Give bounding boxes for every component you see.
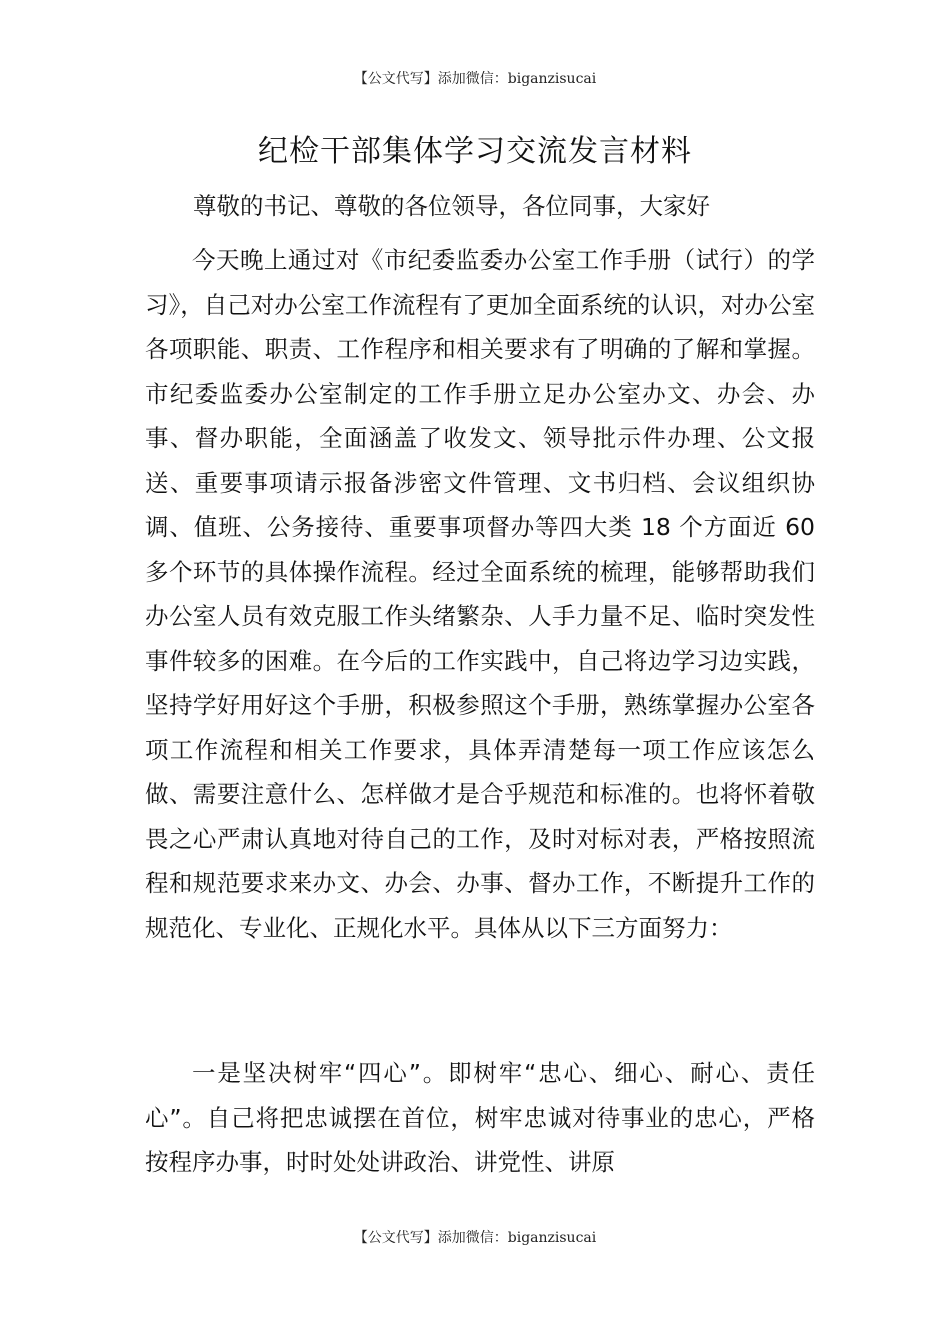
body-paragraph-2-container — [145, 1051, 815, 1185]
body-paragraph-1-container — [145, 238, 815, 950]
body-paragraph: 一是坚决树牢“四心”。即树牢“忠心、细心、耐心、责任心”。自己将把忠诚摆在首位，树牢忠诚对待事业的忠心，严格按程序办事，时时处处讲政治、讲党性、讲原 — [145, 1059, 815, 1176]
body-paragraph: 今天晚上通过对《市纪委监委办公室工作手册（试行）的学习》，自己对办公室工作流程有了更加全面系统的认识，对办公室各项职能、职责、工作程序和相关要求有了明确的了解和掌握。市纪委监委办公室制定的工作手册立足办公室办文、办会、办事、督办职能，全面涵盖了收发文、领导批示件办理、公文报送、重要事项请示报备涉密文件管理、文书归档、会议组织协调、值班、公务接待、重要事项督办等四大类 18 个方面近 60 多个环节的具体操作流程。经过全面系统的梳理，能够帮助我们办公室人员有效克服工作头绪繁杂、人手力量不足、临时突发性事件较多的困难。在今后的工作实践中，自己将边学习边实践，坚持学好用好这个手册，积极参照这个手册，熟练掌握办公室各项工作流程和相关工作要求，具体弄清楚每一项工作应该怎么做、需要注意什么、怎样做才是合乎规范和标准的。也将怀着敬畏之心严肃认真地对待自己的工作，及时对标对表，严格按照流程和规范要求来办文、办会、办事、督办工作，不断提升工作的规范化、专业化、正规化水平。具体从以下三方面努力： — [145, 246, 815, 942]
page-header-watermark: 【公文代写】添加微信：biganzisucai — [353, 71, 597, 87]
page-footer-watermark: 【公文代写】添加微信：biganzisucai — [353, 1230, 597, 1246]
document-title: 纪检干部集体学习交流发言材料 — [258, 134, 692, 169]
salutation-line: 尊敬的书记、尊敬的各位领导，各位同事，大家好 — [193, 192, 710, 220]
